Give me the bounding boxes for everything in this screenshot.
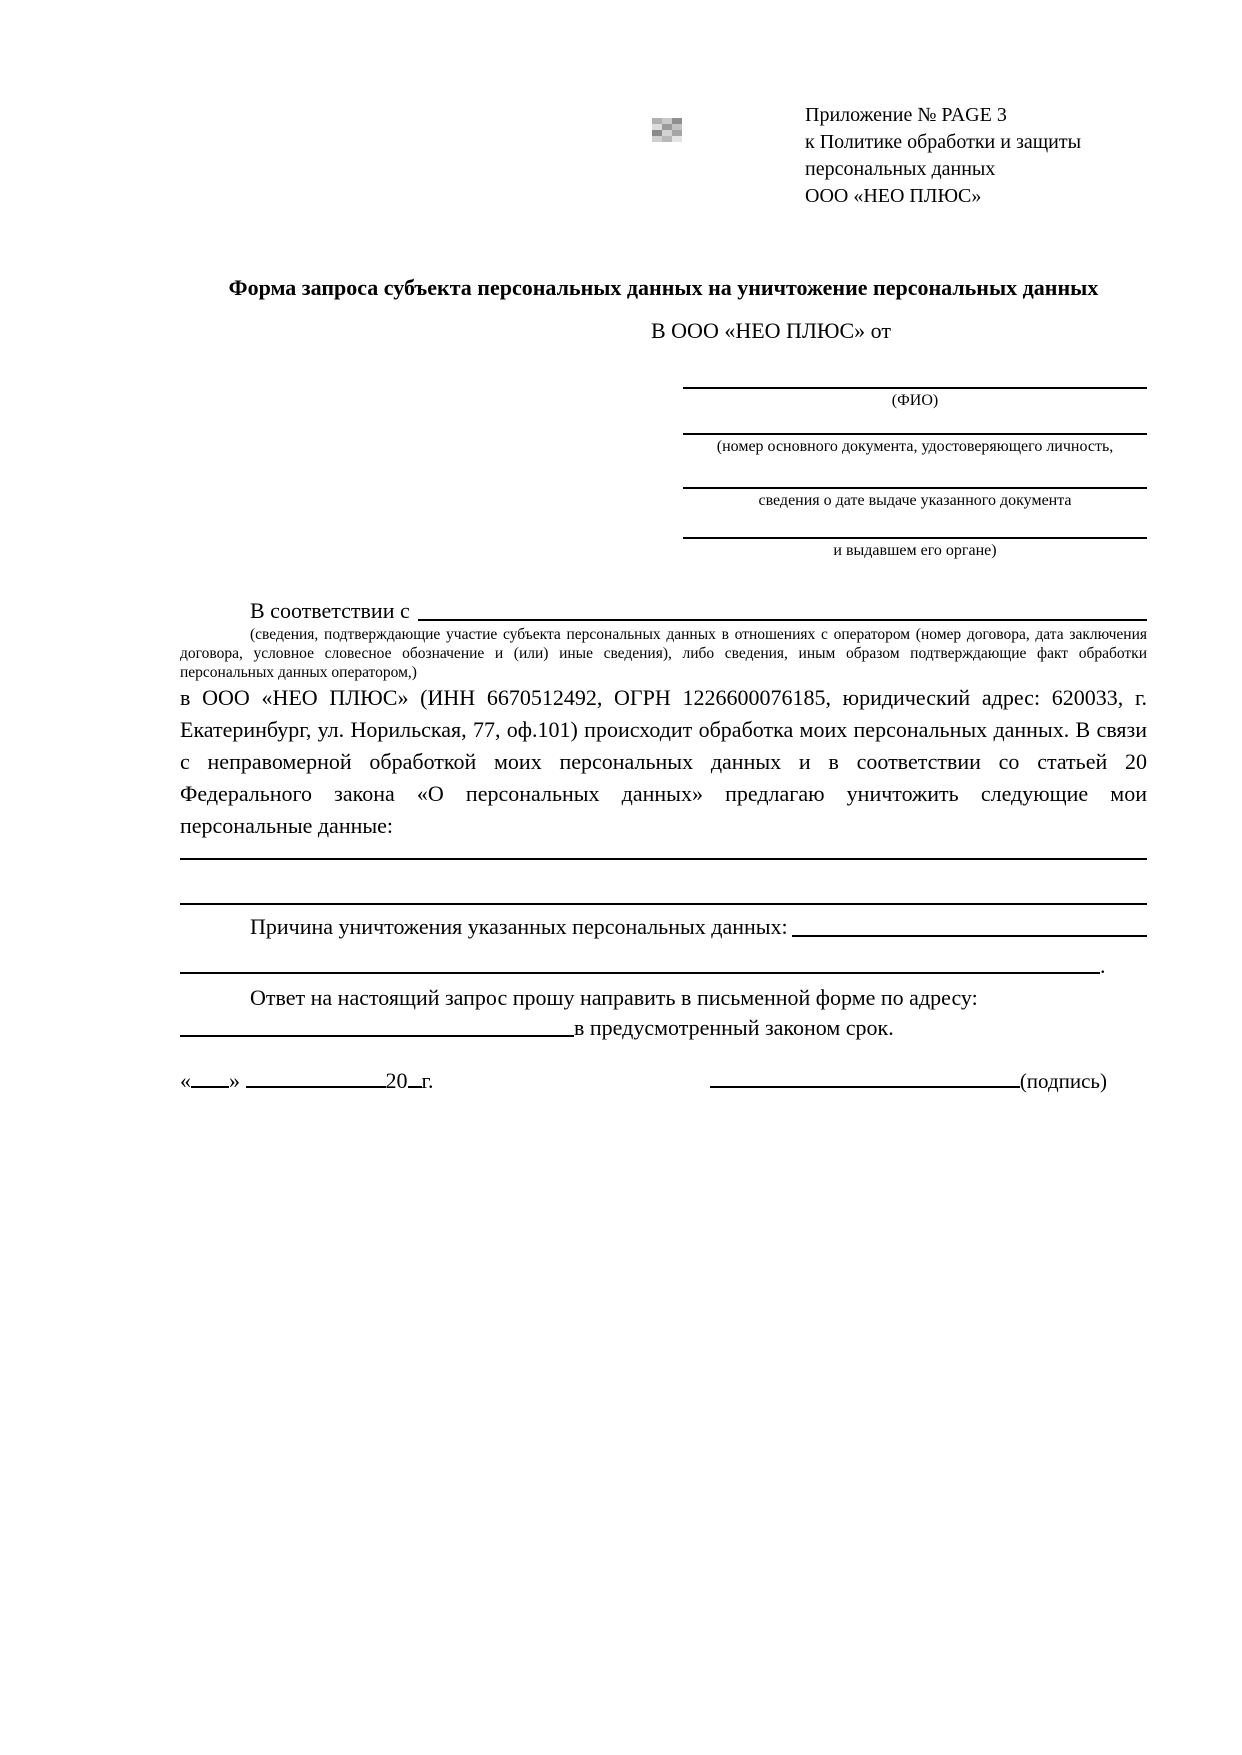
reason-row [180,913,1147,941]
personal-data-blank-1[interactable] [180,858,1147,860]
issuer-field [683,537,1147,561]
issue-date-field [683,487,1147,511]
doc-number-caption: (номер основного документа, удостоверяющего личность, [716,438,1114,455]
issuer-caption: и выдавшем его органе) [833,542,997,559]
reason-continuation-row [180,953,1147,979]
date-signature-row [180,1067,1147,1095]
year-blank[interactable] [408,1085,422,1088]
personal-data-blank-2[interactable] [180,903,1147,905]
response-suffix: в предусмотренный законом срок. [574,1015,894,1040]
reason-terminator: . [1100,953,1106,978]
accordance-blank[interactable] [418,597,1147,621]
accordance-fine-print: (сведения, подтверждающие участие субъекта персональных данных в отношениях с оператором (номер договора, дата заключения договора, условное словесное обозначение и (или) иные сведения), либо сведения, иным образом подтверждающие факт обработки персональных данных оператором,) [180,626,1147,681]
year-century: 20 [385,1068,408,1093]
signature-group [710,1067,1107,1095]
date-group [180,1067,434,1095]
reason-label: Причина уничтожения указанных персональных данных: [250,914,788,939]
fio-caption: (ФИО) [891,392,939,409]
issue-date-caption: сведения о дате выдаче указанного документа [758,492,1072,509]
fio-field [683,387,1147,411]
signature-caption: (подпись) [1019,1069,1107,1093]
company-name-line: ООО «НЕО ПЛЮС» [805,185,982,207]
reason-blank[interactable] [792,913,1147,937]
accordance-label: В соответствии с [250,598,410,623]
quote-open: « [180,1068,191,1093]
month-blank[interactable] [246,1085,386,1088]
addressee-line: В ООО «НЕО ПЛЮС» от [651,318,891,343]
reason-blank-2[interactable] [180,953,1100,974]
signature-blank[interactable] [710,1085,1020,1088]
address-blank[interactable] [180,1013,574,1037]
main-paragraph: в ООО «НЕО ПЛЮС» (ИНН 6670512492, ОГРН 1226600076185, юридический адрес: 620033, г. Екатеринбург, ул. Норильская, 77, оф.101) происходит обработка моих персональных данных. В связи с неправомерной обработкой моих персональных данных и в соответствии со статьей 20 Федерального закона «О персональных данных» предлагаю уничтожить следующие мои персональные данные: [180,685,1147,838]
policy-reference-line2: персональных данных [805,158,996,180]
appendix-header [805,102,1081,210]
document-title: Форма запроса субъекта персональных данных на уничтожение персональных данных [228,275,1099,300]
response-request-line: Ответ на настоящий запрос прошу направить в письменной форме по адресу: [250,985,978,1010]
accordance-row [180,597,1147,625]
doc-number-field [683,433,1147,457]
year-suffix: г. [421,1068,434,1093]
blurred-artifact-icon [652,118,682,142]
response-address-row [180,1013,1147,1043]
quote-close: » [229,1068,240,1093]
policy-reference-line: к Политике обработки и защиты [805,131,1082,153]
appendix-number-line: Приложение № PAGE 3 [805,104,1007,126]
day-blank[interactable] [191,1085,229,1088]
